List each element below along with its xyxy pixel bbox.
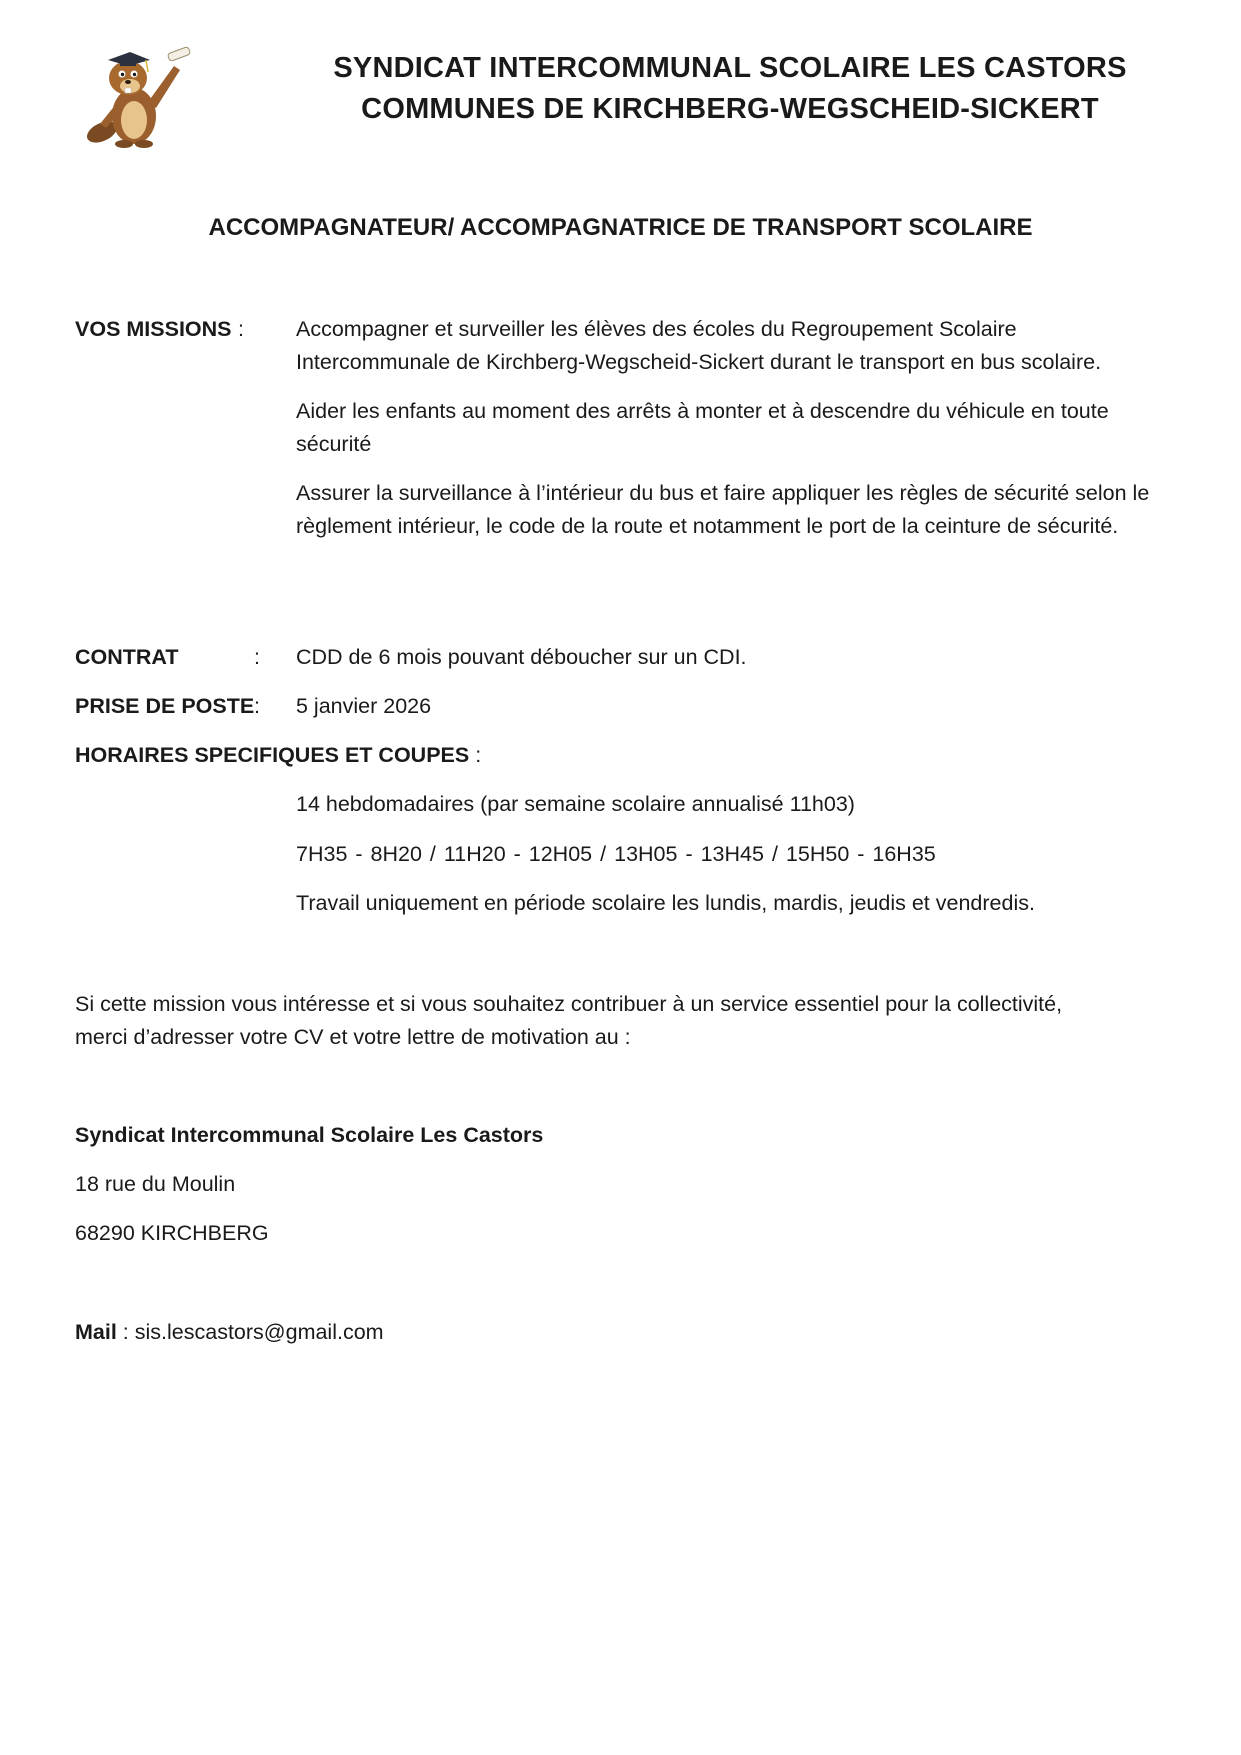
missions-label: VOS MISSIONS	[75, 317, 232, 341]
horaires-slots	[296, 838, 1176, 871]
horaires-label-text: HORAIRES SPECIFIQUES ET COUPES	[75, 743, 470, 767]
slot-separator: /	[600, 842, 607, 866]
mail-line	[75, 1316, 384, 1349]
mission-item: Accompagner et surveiller les élèves des écoles du Regroupement Scolaire Intercommunale de Kirchberg-Wegscheid-Sickert durant le transport en bus scolaire.	[296, 317, 1102, 374]
mail-address[interactable]: sis.lescastors@gmail.com	[134, 1320, 384, 1344]
slot-separator: /	[771, 842, 778, 866]
contrat-label: CONTRAT	[75, 645, 179, 669]
missions-colon: :	[238, 317, 244, 341]
time-slot: 13H05 - 13H45	[614, 842, 764, 866]
prise-de-poste-value: 5 janvier 2026	[296, 694, 432, 718]
mission-item: Assurer la surveillance à l’intérieur du bus et faire appliquer les règles de sécurité selon le règlement intérieur, le code de la route et notamment le port de la ceinture de sécurité.	[296, 481, 1150, 538]
mail-separator: :	[116, 1320, 135, 1344]
time-slot: 15H50 - 16H35	[785, 842, 936, 866]
beaver-graduate-icon	[82, 44, 200, 156]
horaires-colon: :	[475, 743, 482, 767]
closing-line-2: merci d’adresser votre CV et votre lettre de motivation au :	[75, 1025, 631, 1049]
horaires-note: Travail uniquement en période scolaire les lundis, mardis, jeudis et vendredis.	[296, 891, 1035, 915]
horaires-weekly: 14 hebdomadaires (par semaine scolaire annualisé 11h03)	[296, 792, 855, 816]
header-line-1: SYNDICAT INTERCOMMUNAL SCOLAIRE LES CASTORS	[333, 52, 1127, 84]
job-title: ACCOMPAGNATEUR/ ACCOMPAGNATRICE DE TRANSPORT SCOLAIRE	[208, 214, 1033, 241]
time-slot: 11H20 - 12H05	[443, 842, 593, 866]
time-slot: 7H35 - 8H20	[296, 842, 422, 866]
address-name: Syndicat Intercommunal Scolaire Les Castors	[75, 1123, 544, 1147]
slot-separator: /	[429, 842, 436, 866]
closing-line-1: Si cette mission vous intéresse et si vous souhaitez contribuer à un service essentiel pour la collectivité,	[75, 992, 1063, 1016]
header-line-2: COMMUNES DE KIRCHBERG-WEGSCHEID-SICKERT	[361, 93, 1099, 125]
closing-paragraph	[75, 988, 1185, 1054]
address-city: 68290 KIRCHBERG	[75, 1221, 269, 1245]
contrat-value: CDD de 6 mois pouvant déboucher sur un CDI.	[296, 645, 747, 669]
contrat-colon: :	[254, 645, 260, 669]
missions-list	[296, 313, 1176, 559]
prise-de-poste-label: PRISE DE POSTE	[75, 694, 255, 718]
mission-item: Aider les enfants au moment des arrêts à monter et à descendre du véhicule en toute sécurité	[296, 399, 1109, 456]
mail-label: Mail	[75, 1320, 117, 1344]
organization-header	[260, 48, 1200, 130]
address-street: 18 rue du Moulin	[75, 1172, 236, 1196]
horaires-label	[75, 739, 481, 772]
prise-de-poste-colon: :	[254, 694, 260, 718]
